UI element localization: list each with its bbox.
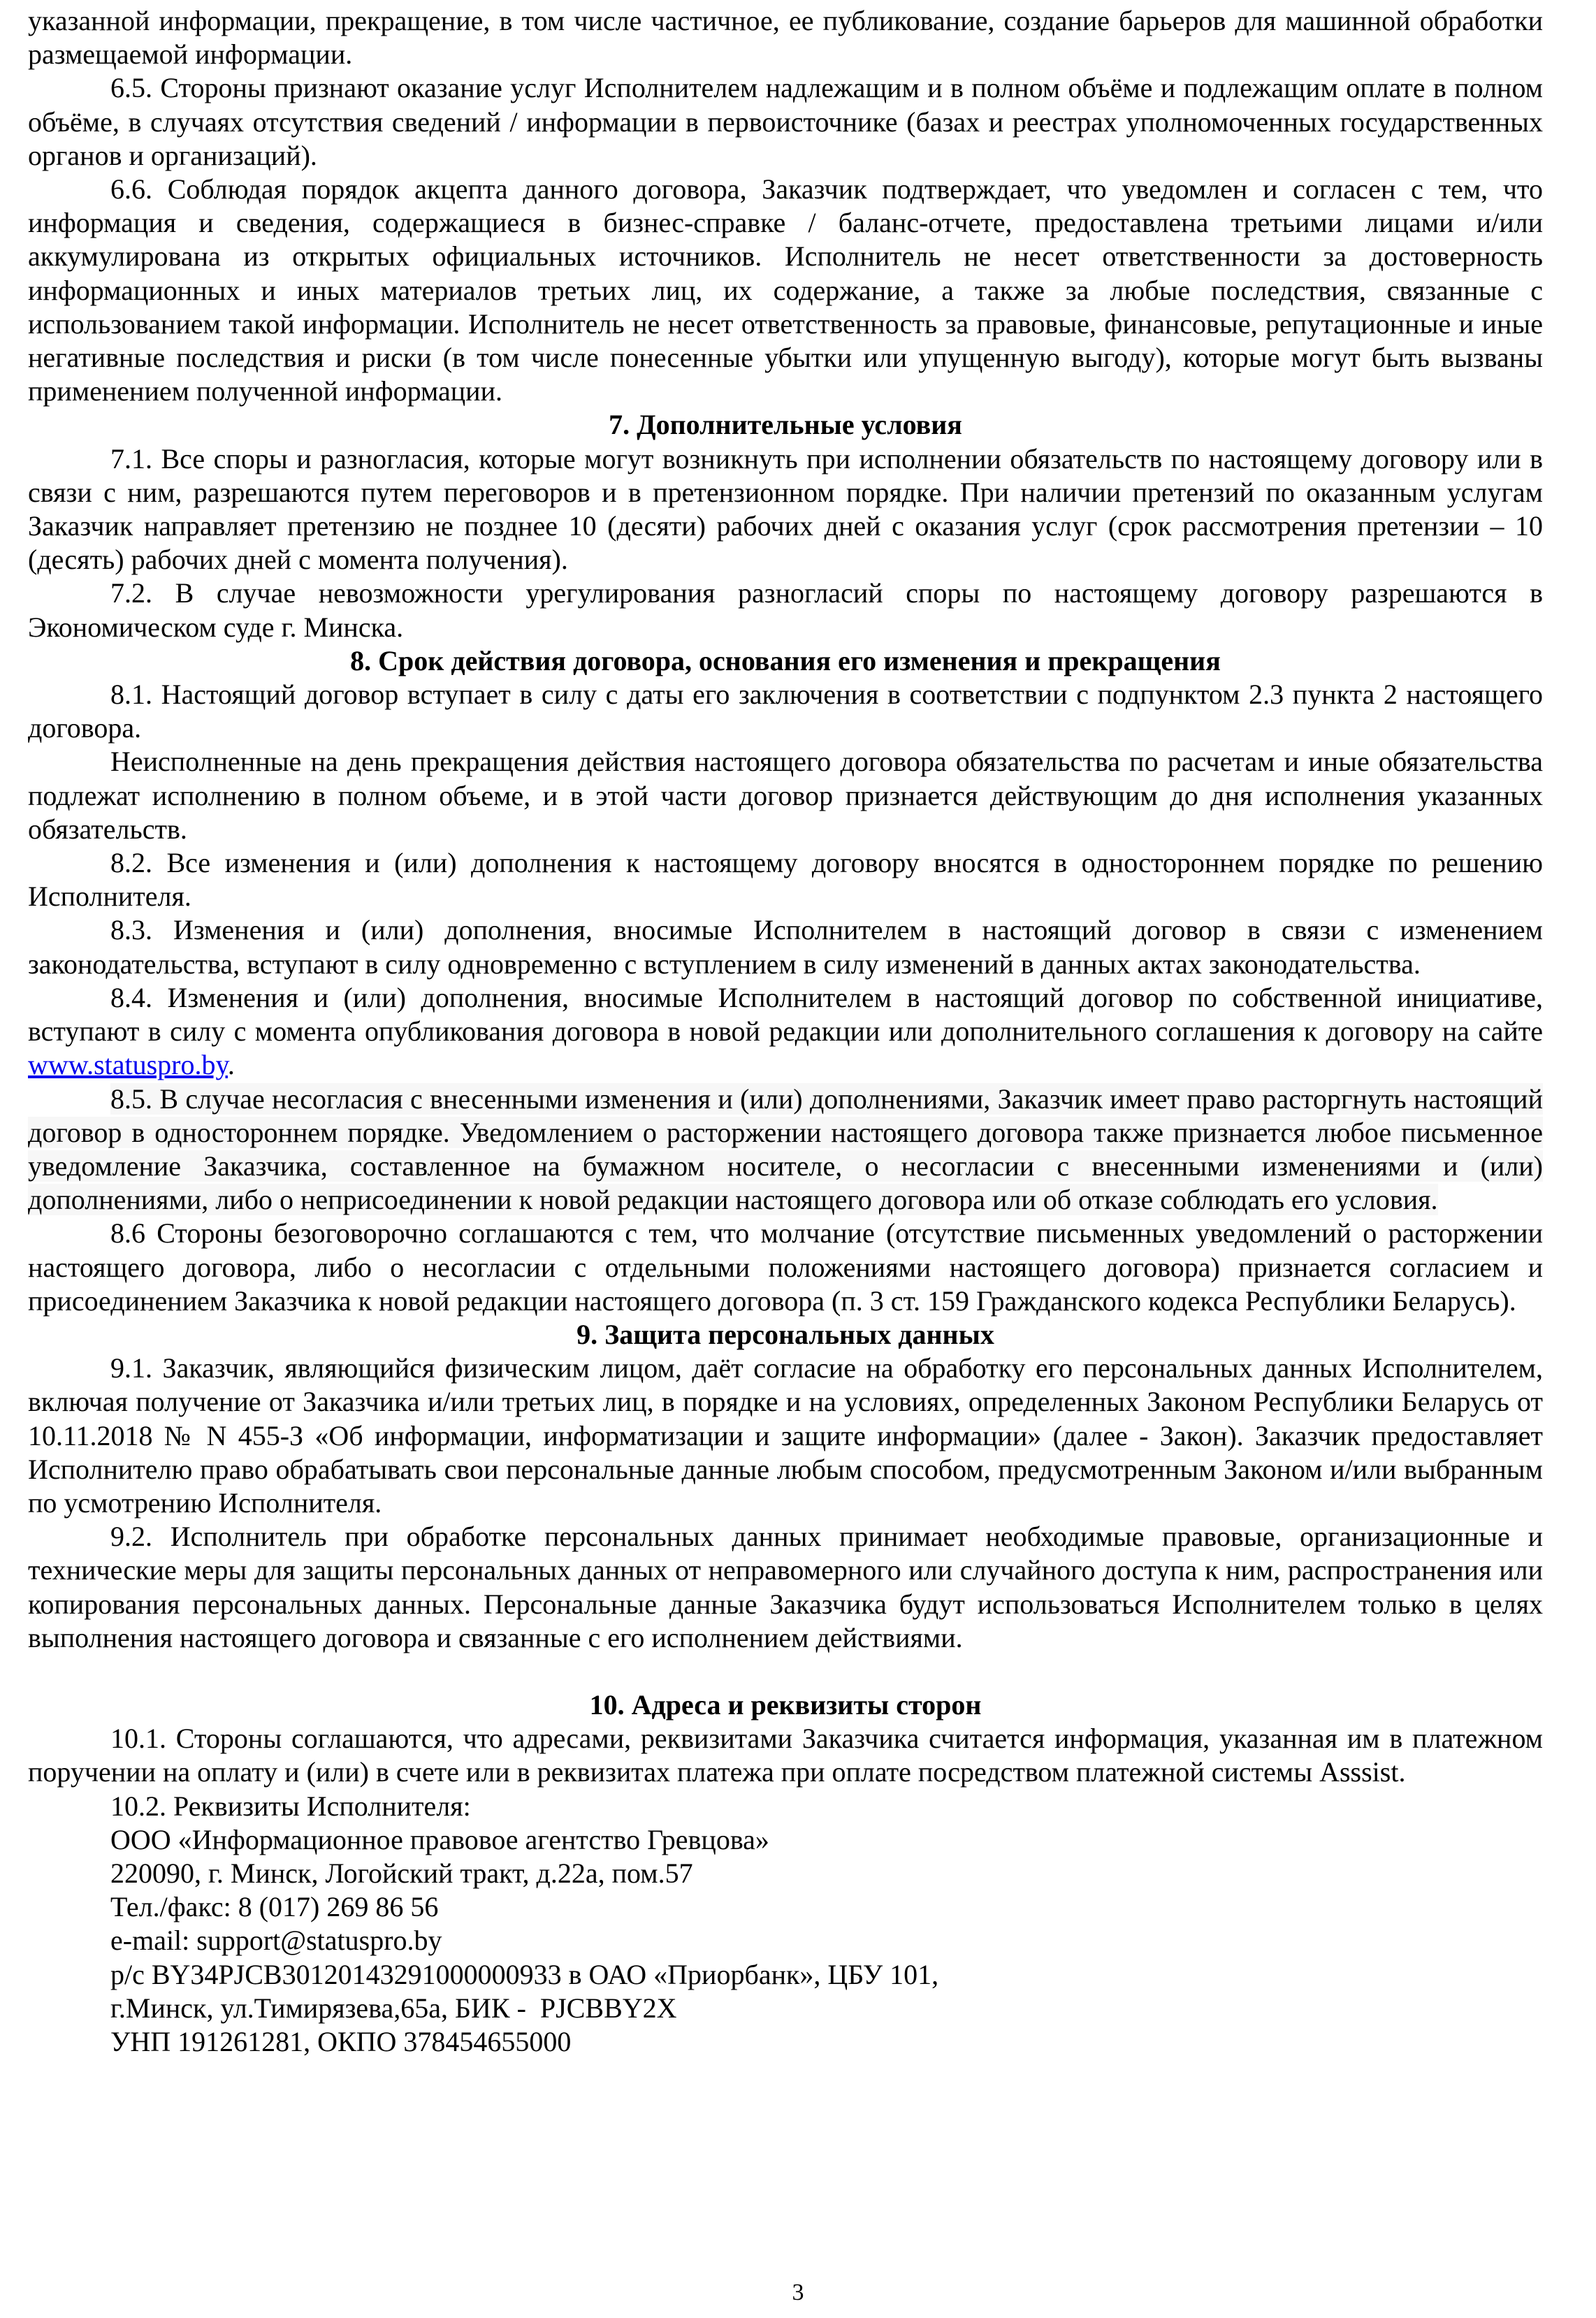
tax-ids: УНП 191261281, ОКПО 378454655000 — [110, 2025, 572, 2057]
paragraph-6-4-continuation: указанной информации, прекращение, в том числе частичное, ее публикование, создание барьеров для машинной обработки размещаемой информации. — [28, 5, 1543, 71]
requisites-title: 10.2. Реквизиты Исполнителя: — [110, 1790, 471, 1822]
section-7-heading: 7. Дополнительные условия — [609, 409, 962, 441]
paragraph-8-4 — [28, 981, 1543, 1082]
paragraph-8-6: 8.6 Стороны безоговорочно соглашаются с тем, что молчание (отсутствие письменных уведомлений о расторжении настоящего договора, либо о несогласии с отдельными положениями настоящего договора) признается согласием и присоединением Заказчика к новой редакции настоящего договора (п. 3 ст. 159 Гражданского кодекса Республики Беларусь). — [28, 1217, 1543, 1317]
company-phone: Тел./факс: 8 (017) 269 86 56 — [110, 1891, 439, 1923]
bank-account: р/с BY34PJCB30120143291000000933 в ОАО «Приорбанк», ЦБУ 101, — [110, 1958, 939, 1990]
paragraph-8-5-highlighted: 8.5. В случае несогласия с внесенными изменения и (или) дополнениями, Заказчик имеет право расторгнуть настоящий договор в одностороннем порядке. Уведомлением о расторжении настоящего договора также признается любое письменное уведомление Заказчика, составленное на бумажном носителе, о несогласии с внесенными изменениями и (или) дополнениями, либо о неприсоединении к новой редакции настоящего договора или об отказе соблюдать его условия. — [28, 1082, 1543, 1216]
paragraph-7-1: 7.1. Все споры и разногласия, которые могут возникнуть при исполнении обязательств по настоящему договору или в связи с ним, разрешаются путем переговоров и в претензионном порядке. При наличии претензий по оказанным услугам Заказчик направляет претензию не позднее 10 (десяти) рабочих дней с оказания услуг (срок рассмотрения претензии – 10 (десять) рабочих дней с момента получения). — [28, 442, 1543, 576]
executor-requisites — [28, 1790, 1543, 2059]
paragraph-8-3: 8.3. Изменения и (или) дополнения, вносимые Исполнителем в настоящий договор в связи с изменением законодательства, вступают в силу одновременно с вступлением в силу изменений в данных актах законодательства. — [28, 914, 1543, 980]
page-number: 3 — [792, 2280, 804, 2305]
spacer — [28, 1655, 1543, 1688]
paragraph-9-1: 9.1. Заказчик, являющийся физическим лицом, даёт согласие на обработку его персональных данных Исполнителем, включая получение от Заказчика и/или третьих лиц, в порядке и на условиях, определенных Законом Республики Беларусь от 10.11.2018 № N 455-З «Об информации, информатизации и защите информации» (далее - Закон). Заказчик предоставляет Исполнителю право обрабатывать свои персональные данные любым способом, предусмотренным Законом и/или выбранным по усмотрению Исполнителя. — [28, 1352, 1543, 1519]
company-address: 220090, г. Минск, Логойский тракт, д.22а, пом.57 — [110, 1857, 693, 1889]
section-10-heading: 10. Адреса и реквизиты сторон — [589, 1688, 982, 1721]
paragraph-8-5 — [28, 1082, 1543, 1217]
company-email: e-mail: support@statuspro.by — [110, 1925, 442, 1957]
paragraph-8-4-text: 8.4. Изменения и (или) дополнения, вносимые Исполнителем в настоящий договор по собственной инициативе, вступают в силу с момента опубликования договора в новой редакции или дополнительного соглашения к договору на сайте — [28, 981, 1543, 1048]
paragraph-6-6: 6.6. Соблюдая порядок акцепта данного договора, Заказчик подтверждает, что уведомлен и согласен с тем, что информация и сведения, содержащиеся в бизнес-справке / баланс-отчете, предоставлена третьими лицами и/или аккумулирована из открытых официальных источников. Исполнитель не несет ответственности за достоверность информационных и иных материалов третьих лиц, их содержание, а также за любые последствия, связанные с использованием такой информации. Исполнитель не несет ответственность за правовые, финансовые, репутационные и иные негативные последствия и риски (в том числе понесенные убытки или упущенную выгоду), которые могут быть вызваны применением полученной информации. — [28, 173, 1543, 407]
paragraph-8-1: 8.1. Настоящий договор вступает в силу с даты его заключения в соответствии с подпунктом 2.3 пункта 2 настоящего договора. — [28, 679, 1543, 744]
bank-address: г.Минск, ул.Тимирязева,65а, БИК - PJCBBY2X — [110, 1992, 677, 2024]
paragraph-9-2: 9.2. Исполнитель при обработке персональных данных принимает необходимые правовые, организационные и технические меры для защиты персональных данных от неправомерного или случайного доступа к ним, распространения или копирования персональных данных. Персональные данные Заказчика будут использоваться Исполнителем только в целях выполнения настоящего договора и связанные с его исполнением действиями. — [28, 1521, 1543, 1653]
section-8-heading: 8. Срок действия договора, основания его изменения и прекращения — [350, 644, 1221, 676]
paragraph-8-4-end: . — [227, 1049, 235, 1081]
document-page — [28, 4, 1543, 2059]
paragraph-6-5: 6.5. Стороны признают оказание услуг Исполнителем надлежащим и в полном объёме и подлежащим оплате в полном объёме, в случаях отсутствия сведений / информации в первоисточнике (базах и реестрах уполномоченных государственных органов и организаций). — [28, 72, 1543, 171]
company-name: ООО «Информационное правовое агентство Гревцова» — [110, 1823, 769, 1855]
paragraph-8-1-obligations: Неисполненные на день прекращения действия настоящего договора обязательства по расчетам и иные обязательства подлежат исполнению в полном объеме, и в этой части договор признается действующим до дня исполнения указанных обязательств. — [28, 746, 1543, 845]
paragraph-7-2: 7.2. В случае невозможности урегулирования разногласий споры по настоящему договору разрешаются в Экономическом суде г. Минска. — [28, 577, 1543, 643]
paragraph-10-1: 10.1. Стороны соглашаются, что адресами, реквизитами Заказчика считается информация, указанная им в платежном поручении на оплату и (или) в счете или в реквизитах платежа при оплате посредством платежной системы Asssist. — [28, 1723, 1543, 1788]
paragraph-8-2: 8.2. Все изменения и (или) дополнения к настоящему договору вносятся в одностороннем порядке по решению Исполнителя. — [28, 847, 1543, 913]
section-9-heading: 9. Защита персональных данных — [576, 1318, 994, 1350]
website-link[interactable]: www.statuspro.by — [28, 1049, 228, 1081]
